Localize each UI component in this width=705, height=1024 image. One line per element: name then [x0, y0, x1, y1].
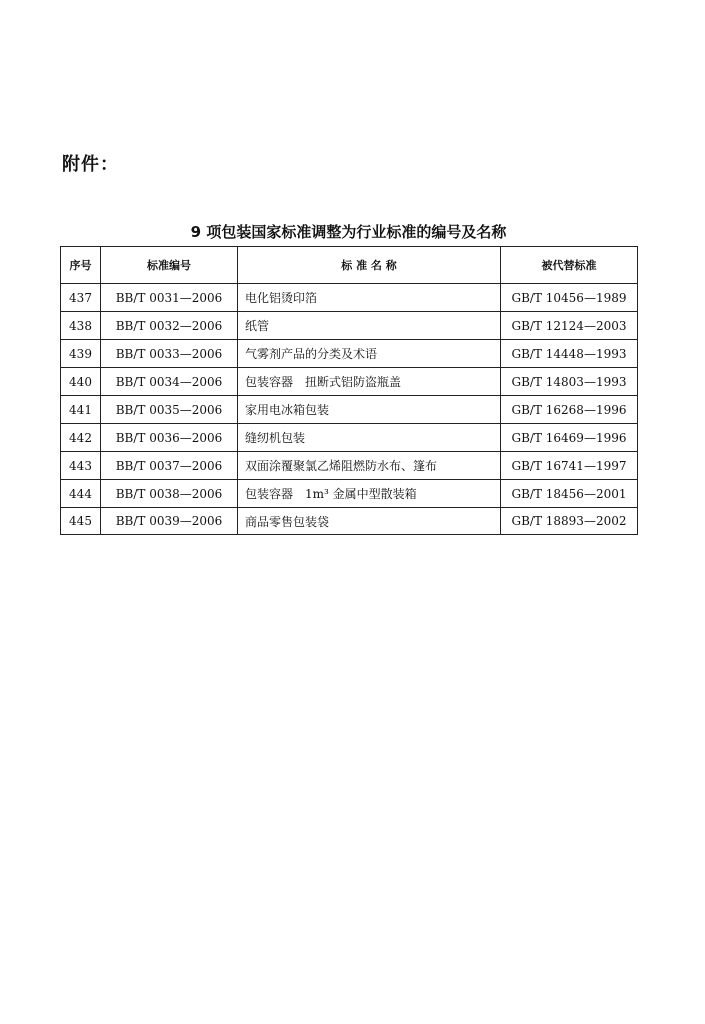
- row-replaced-standard: GB/T 10456—1989: [501, 284, 638, 312]
- row-serial-no: 438: [61, 312, 101, 340]
- row-standard-name: 缝纫机包装: [238, 424, 501, 452]
- row-standard-name: 气雾剂产品的分类及术语: [238, 340, 501, 368]
- row-standard-name: 纸管: [238, 312, 501, 340]
- row-replaced-standard: GB/T 18456—2001: [501, 480, 638, 508]
- row-serial-no: 440: [61, 368, 101, 396]
- table-header-row: [61, 247, 638, 284]
- table-row: [61, 480, 638, 508]
- row-standard-name: 商品零售包装袋: [238, 508, 501, 535]
- row-standard-code: BB/T 0033—2006: [101, 340, 238, 368]
- row-serial-no: 439: [61, 340, 101, 368]
- table-row: [61, 284, 638, 312]
- row-serial-no: 441: [61, 396, 101, 424]
- header-replaced-standard: 被代替标准: [501, 247, 638, 284]
- row-standard-code: BB/T 0032—2006: [101, 312, 238, 340]
- header-standard-name: 标 准 名 称: [238, 247, 501, 284]
- row-standard-name: 包装容器 扭断式铝防盗瓶盖: [238, 368, 501, 396]
- table-row: [61, 452, 638, 480]
- row-standard-name: 家用电冰箱包装: [238, 396, 501, 424]
- standards-table: [60, 246, 638, 535]
- row-replaced-standard: GB/T 16469—1996: [501, 424, 638, 452]
- row-serial-no: 444: [61, 480, 101, 508]
- row-standard-code: BB/T 0034—2006: [101, 368, 238, 396]
- row-serial-no: 437: [61, 284, 101, 312]
- row-standard-code: BB/T 0035—2006: [101, 396, 238, 424]
- table-row: [61, 508, 638, 535]
- row-standard-code: BB/T 0037—2006: [101, 452, 238, 480]
- table-row: [61, 396, 638, 424]
- document-title: 9 项包装国家标准调整为行业标准的编号及名称: [190, 223, 507, 241]
- row-standard-code: BB/T 0039—2006: [101, 508, 238, 535]
- table-row: [61, 368, 638, 396]
- table-row: [61, 340, 638, 368]
- header-standard-code: 标准编号: [101, 247, 238, 284]
- row-standard-code: BB/T 0031—2006: [101, 284, 238, 312]
- row-serial-no: 442: [61, 424, 101, 452]
- row-replaced-standard: GB/T 16268—1996: [501, 396, 638, 424]
- row-standard-code: BB/T 0038—2006: [101, 480, 238, 508]
- table-row: [61, 312, 638, 340]
- row-replaced-standard: GB/T 16741—1997: [501, 452, 638, 480]
- row-standard-name: 电化铝烫印箔: [238, 284, 501, 312]
- row-replaced-standard: GB/T 14448—1993: [501, 340, 638, 368]
- header-serial-no: 序号: [61, 247, 101, 284]
- row-serial-no: 445: [61, 508, 101, 535]
- row-replaced-standard: GB/T 12124—2003: [501, 312, 638, 340]
- row-standard-name: 双面涂覆聚氯乙烯阻燃防水布、篷布: [238, 452, 501, 480]
- row-serial-no: 443: [61, 452, 101, 480]
- row-standard-name: 包装容器 1m³ 金属中型散装箱: [238, 480, 501, 508]
- row-replaced-standard: GB/T 14803—1993: [501, 368, 638, 396]
- row-standard-code: BB/T 0036—2006: [101, 424, 238, 452]
- row-replaced-standard: GB/T 18893—2002: [501, 508, 638, 535]
- attachment-label: 附件：: [62, 154, 119, 175]
- table-row: [61, 424, 638, 452]
